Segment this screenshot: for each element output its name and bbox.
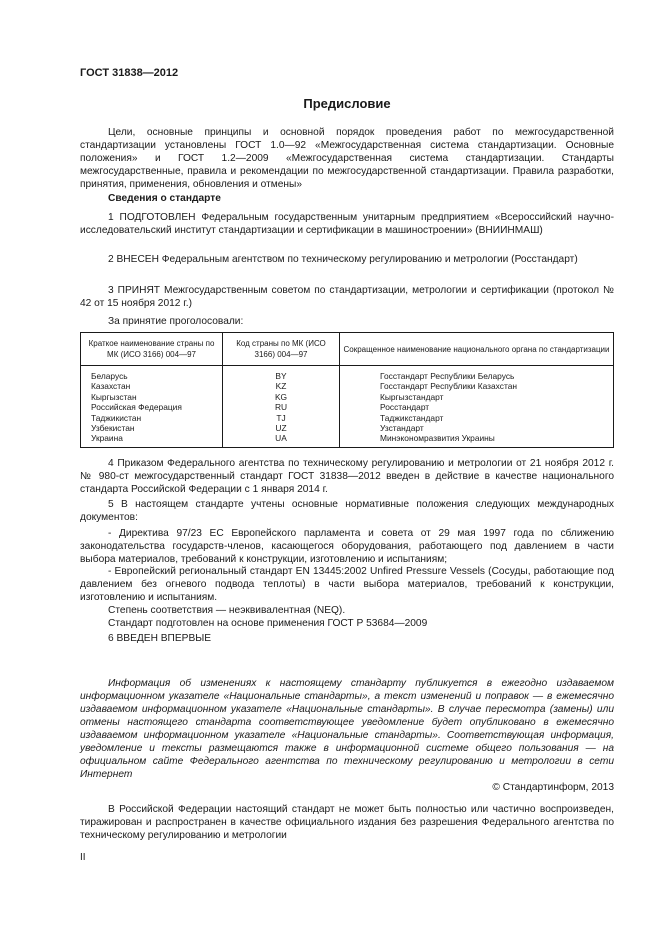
- body-cell: Кыргызстандарт: [380, 391, 444, 402]
- code-cell: KG: [223, 392, 340, 402]
- document-header: ГОСТ 31838—2012: [80, 67, 179, 79]
- body-cell: Таджикстандарт: [380, 412, 444, 423]
- table-row: [81, 381, 614, 391]
- col-header-country: Краткое наименование страны по МК (ИСО 3166) 004—97: [81, 333, 223, 366]
- info-notice: Информация об изменениях к настоящему стандарту публикуется в ежегодно издаваемом информационном указателе «Национальные стандарты», а текст изменений и поправок — в ежемесячно издаваемом информационном указателе «Национальные стандарты». В случае пересмотра (замены) или отмены настоящего стандарта соответствующее уведомление будет опубликовано в ежемесячно издаваемом информационном указателе «Национальные стандарты». Соответствующая информация, уведомление и тексты размещаются также в информационной системе общего пользования — на официальном сайте Федерального агентства по техническому регулированию и метрологии в сети Интернет: [80, 678, 614, 780]
- page-number: II: [80, 852, 86, 863]
- table-row: [81, 413, 614, 423]
- info-heading: Сведения о стандарте: [108, 193, 221, 204]
- intro-paragraph: Цели, основные принципы и основной порядок проведения работ по межгосударственной стандартизации установлены ГОСТ 1.0—92 «Межгосударственная система стандартизации. Основные положения» и ГОСТ 1.2—2009 «Межгосударственная система стандартизации. Стандарты межгосударственные, правила и рекомендации по межгосударственной стандартизации. Правила разработки, принятия, применения, обновления и отмены»: [80, 127, 614, 190]
- table-row: [81, 433, 614, 447]
- table-body: [81, 366, 614, 448]
- item-6: 6 ВВЕДЕН ВПЕРВЫЕ: [108, 633, 212, 644]
- code-cell: TJ: [223, 413, 340, 423]
- item-3: 3 ПРИНЯТ Межгосударственным советом по стандартизации, метрологии и сертификации (протокол № 42 от 15 ноября 2012 г.): [80, 285, 614, 309]
- page-title: Предисловие: [303, 96, 391, 111]
- item-5-en-standard: - Европейский региональный стандарт EN 13445:2002 Unfired Pressure Vessels (Сосуды, работающие под давлением без огневого подвода теплоты) в части выбора материалов, требований к конструкции, изготовлению и испытаниям.: [80, 566, 614, 603]
- item-4: 4 Приказом Федерального агентства по техническому регулированию и метрологии от 21 ноября 2012 г. № 980-ст межгосударственный стандарт ГОСТ 31838—2012 введен в действие в качестве национального стандарта Российской Федерации с 1 января 2014 г.: [80, 458, 614, 495]
- body-cell: Госстандарт Республики Казахстан: [380, 381, 517, 392]
- item-5-conformity: Степень соответствия — неэквивалентная (NEQ).: [108, 605, 346, 616]
- table-row: [81, 392, 614, 402]
- copyright: © Стандартинформ, 2013: [492, 782, 614, 793]
- voting-table: [80, 332, 614, 448]
- item-5: 5 В настоящем стандарте учтены основные нормативные положения следующих международных документов:: [80, 499, 614, 523]
- item-5-directive: - Директива 97/23 ЕС Европейского парламента и совета от 29 мая 1997 года по сближению законодательства государств-членов, касающегося оборудования, работающего под давлением в части выбора материалов, требований к конструкции, изготовлению и испытаниям;: [80, 528, 614, 565]
- code-cell: KZ: [223, 381, 340, 391]
- country-cell: Таджикистан: [81, 413, 223, 423]
- table-row: [81, 402, 614, 412]
- country-cell: Узбекистан: [81, 423, 223, 433]
- body-cell: Госстандарт Республики Беларусь: [380, 371, 515, 381]
- legal-notice: В Российской Федерации настоящий стандарт не может быть полностью или частично воспроизведен, тиражирован и распространен в качестве официального издания без разрешения Федерального агентства по техническому регулированию и метрологии: [80, 804, 614, 841]
- country-cell: Беларусь: [81, 366, 223, 382]
- col-header-code: Код страны по МК (ИСО 3166) 004—97: [223, 333, 340, 366]
- body-cell: Минэкономразвития Украины: [380, 433, 495, 444]
- item-2: 2 ВНЕСЕН Федеральным агентством по техническому регулированию и метрологии (Росстандарт): [108, 254, 578, 265]
- code-cell: UZ: [223, 423, 340, 433]
- item-5-basis: Стандарт подготовлен на основе применения ГОСТ Р 53684—2009: [108, 618, 428, 629]
- vote-label: За принятие проголосовали:: [108, 316, 244, 327]
- table-row: [81, 423, 614, 433]
- code-cell: BY: [223, 366, 340, 382]
- country-cell: Кыргызстан: [81, 392, 223, 402]
- code-cell: UA: [223, 433, 340, 447]
- body-cell: Росстандарт: [380, 402, 430, 413]
- item-1: 1 ПОДГОТОВЛЕН Федеральным государственным унитарным предприятием «Всероссийский научно-исследовательский институт стандартизации и сертификации в машиностроении» (ВНИИНМАШ): [80, 212, 614, 236]
- body-cell: Узстандарт: [380, 423, 424, 434]
- country-cell: Российская Федерация: [81, 402, 223, 412]
- table-header-row: [81, 333, 614, 366]
- col-header-body: Сокращенное наименование национального органа по стандартизации: [340, 333, 614, 366]
- country-cell: Казахстан: [81, 381, 223, 391]
- code-cell: RU: [223, 402, 340, 412]
- country-cell: Украина: [81, 433, 223, 447]
- table-row: [81, 366, 614, 382]
